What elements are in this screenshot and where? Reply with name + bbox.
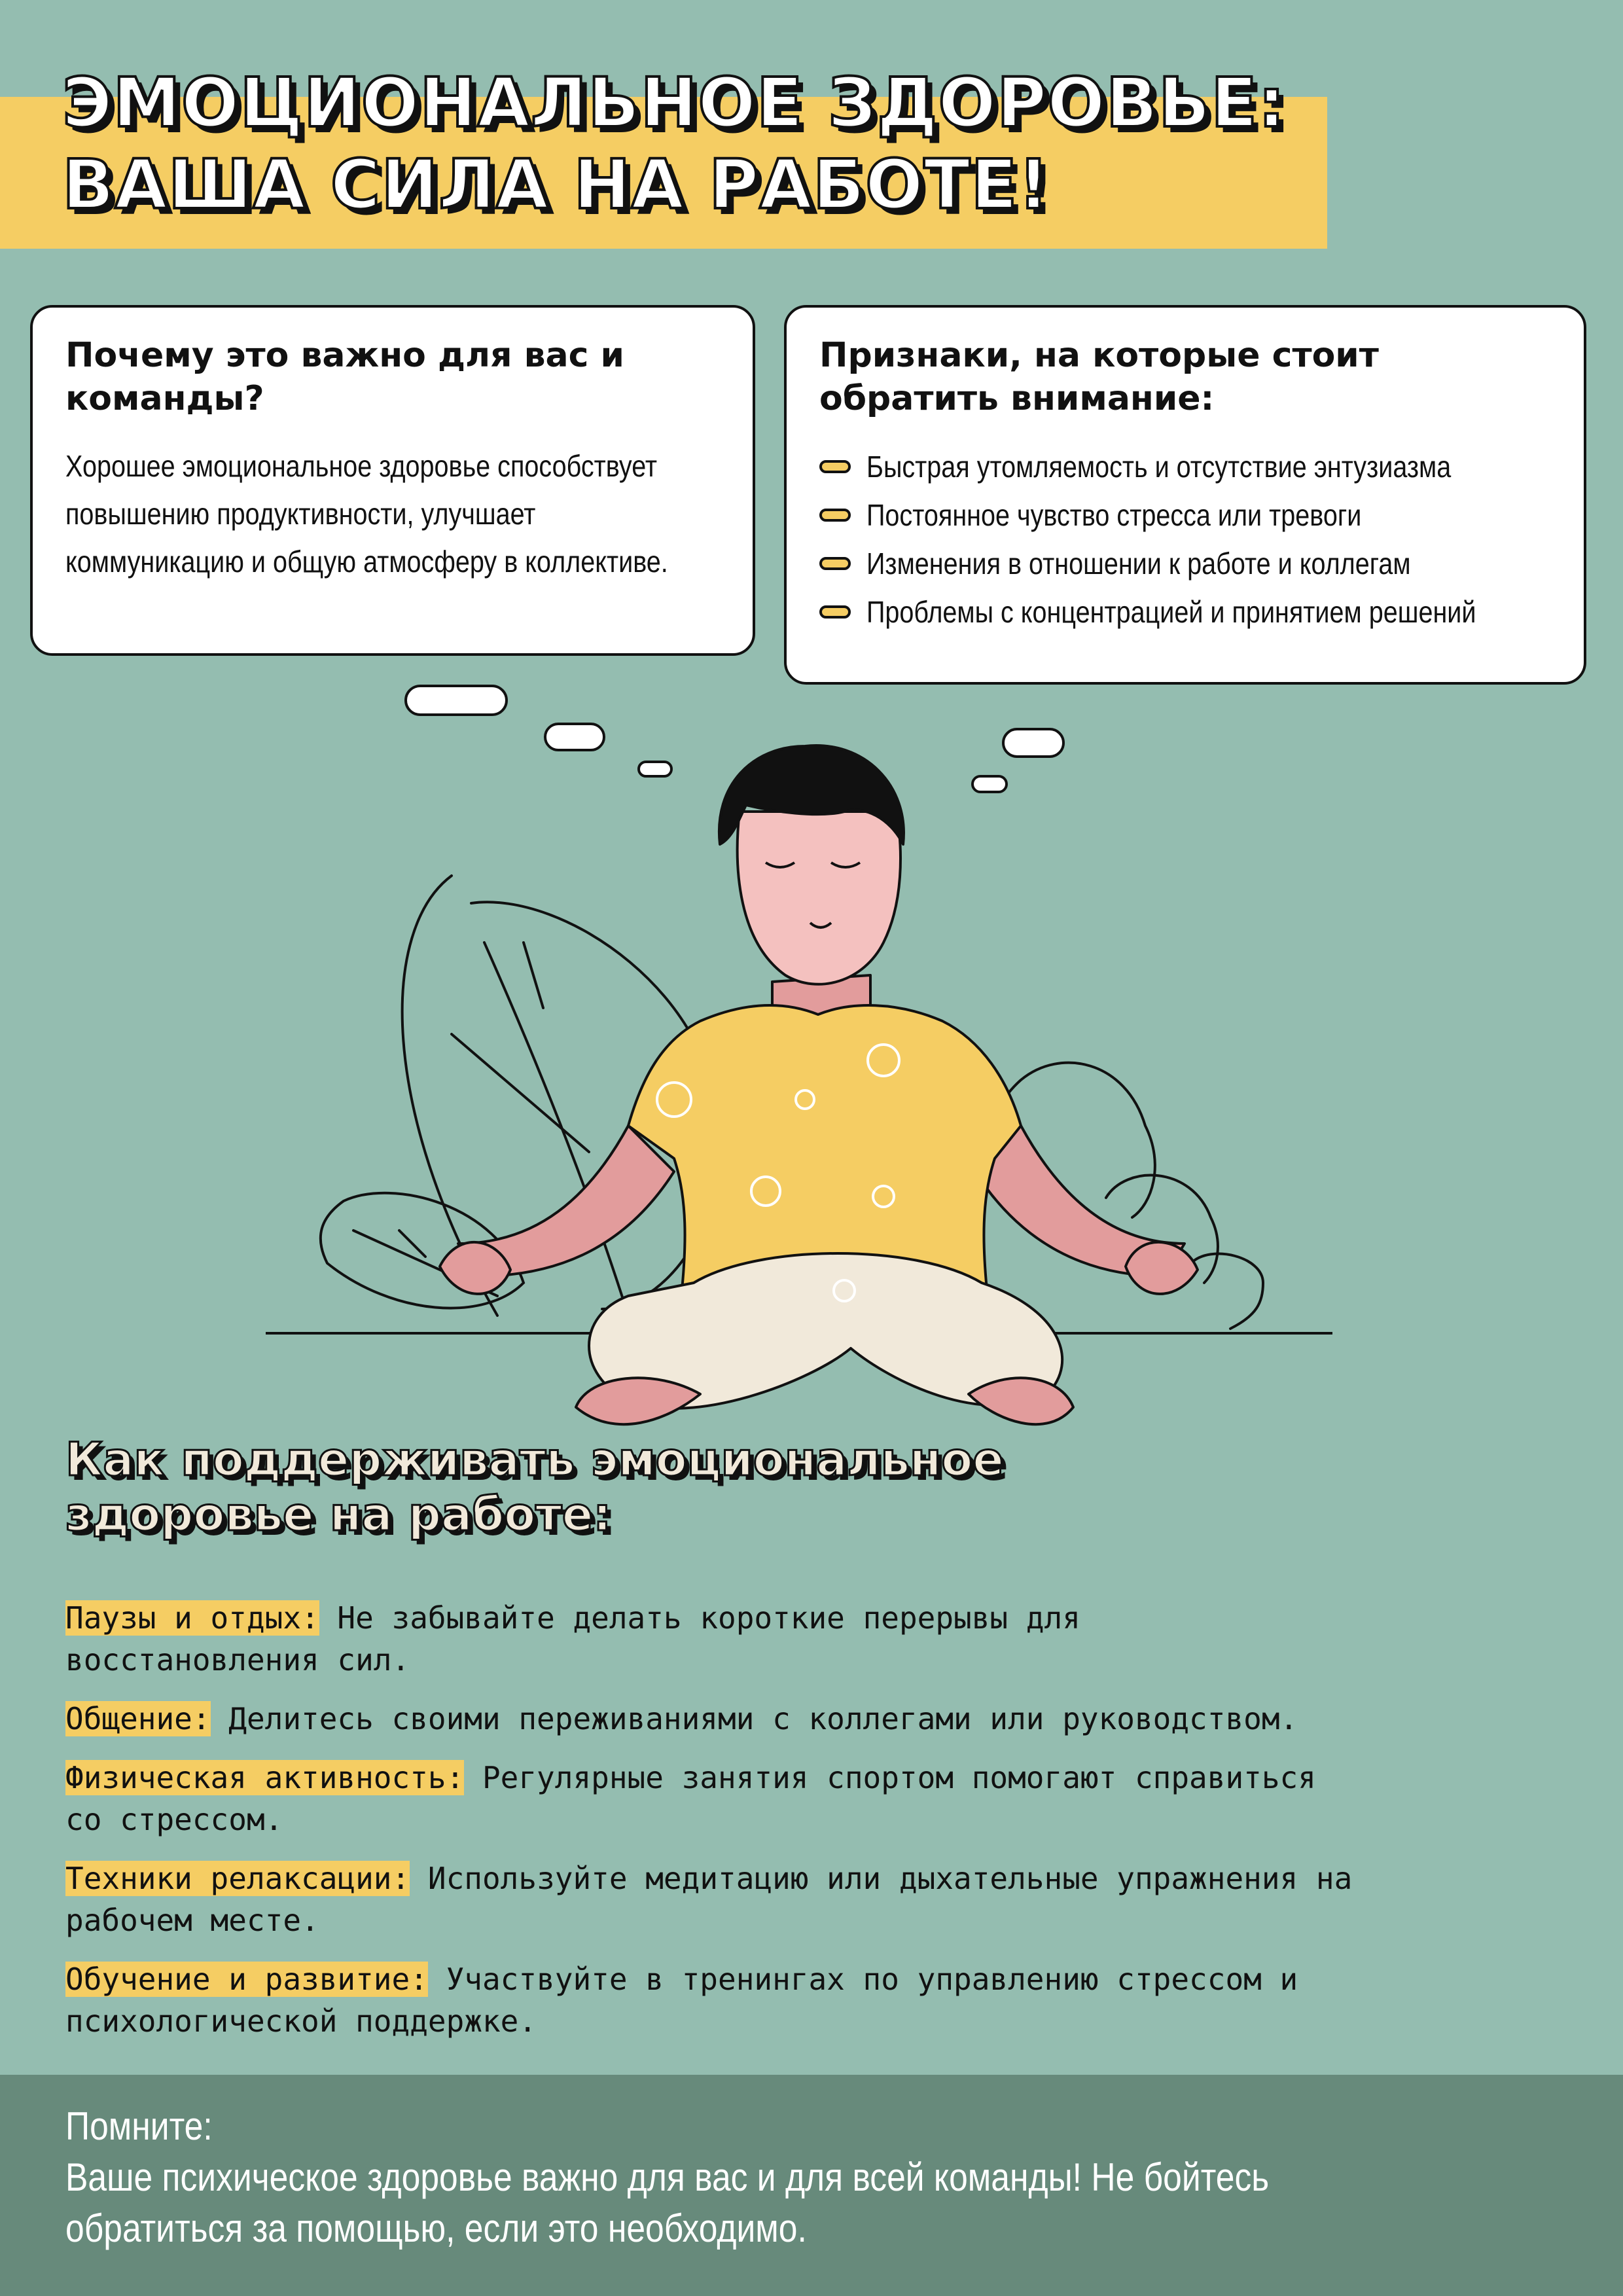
footer-line-2: обратиться за помощью, если это необходимо. — [65, 2206, 807, 2250]
thought-bubble-icon — [406, 686, 507, 715]
pill-bullet-icon — [819, 509, 851, 522]
tip-item — [65, 1698, 1571, 1740]
tip-text: Делитесь своими переживаниями с коллегами или руководством. — [210, 1701, 1298, 1736]
tip-text-continued: рабочем месте. — [65, 1903, 319, 1938]
support-heading-line-1: Как поддерживать эмоциональное — [65, 1433, 1004, 1486]
tip-label: Техники релаксации: — [65, 1861, 410, 1896]
sign-item: Постоянное чувство стресса или тревоги — [819, 491, 1551, 539]
tip-text-continued: со стрессом. — [65, 1802, 283, 1837]
title-line-1: ЭМОЦИОНАЛЬНОЕ ЗДОРОВЬЕ: — [62, 63, 1286, 143]
tip-text-continued: психологической поддержке. — [65, 2003, 537, 2039]
support-heading-line-2: здоровье на работе: — [65, 1488, 612, 1541]
thought-bubble-icon — [545, 724, 604, 750]
tip-label: Обучение и развитие: — [65, 1962, 428, 1997]
page-title — [62, 62, 1286, 226]
tip-item — [65, 1597, 1571, 1681]
title-line-2: ВАША СИЛА НА РАБОТЕ! — [62, 145, 1050, 224]
pill-bullet-icon — [819, 460, 851, 473]
thought-bubble-icon — [639, 762, 671, 776]
meditating-person — [440, 745, 1198, 1424]
tip-text: Используйте медитацию или дыхательные упражнения на — [410, 1861, 1353, 1896]
pill-bullet-icon — [819, 557, 851, 570]
sign-item: Проблемы с концентрацией и принятием решений — [819, 588, 1551, 636]
why-body: Хорошее эмоциональное здоровье способствует повышению продуктивности, улучшает коммуникацию и общую атмосферу в коллективе. — [65, 449, 668, 579]
tip-text: Не забывайте делать короткие перерывы для — [319, 1600, 1080, 1636]
footer-line-1: Ваше психическое здоровье важно для вас и для всей команды! Не бойтесь — [65, 2155, 1270, 2199]
tip-label: Физическая активность: — [65, 1760, 465, 1795]
tip-text: Регулярные занятия спортом помогают справиться — [464, 1760, 1316, 1795]
signs-list — [819, 442, 1551, 636]
support-heading — [65, 1432, 1004, 1542]
tip-item — [65, 1958, 1571, 2042]
meditation-illustration — [0, 674, 1623, 1446]
thought-bubbles — [406, 686, 1063, 792]
signs-heading: Признаки, на которые стоит обратить внимание: — [819, 336, 1379, 418]
sign-item: Быстрая утомляемость и отсутствие энтузиазма — [819, 442, 1551, 491]
footer-label: Помните: — [65, 2104, 213, 2148]
pill-bullet-icon — [819, 605, 851, 619]
footer-reminder — [0, 2075, 1623, 2296]
tip-label: Общение: — [65, 1701, 211, 1736]
signs-card — [784, 305, 1586, 685]
tip-text-continued: восстановления сил. — [65, 1642, 410, 1677]
tip-item — [65, 1757, 1571, 1840]
tips-list — [65, 1597, 1571, 2059]
tip-item — [65, 1857, 1571, 1941]
tip-text: Участвуйте в тренингах по управлению стрессом и — [427, 1962, 1298, 1997]
thought-bubble-icon — [972, 776, 1007, 792]
why-card — [30, 305, 755, 656]
why-heading: Почему это важно для вас и команды? — [65, 336, 624, 418]
tip-label: Паузы и отдых: — [65, 1600, 319, 1636]
thought-bubble-icon — [1003, 729, 1063, 757]
sign-item: Изменения в отношении к работе и коллегам — [819, 539, 1551, 588]
